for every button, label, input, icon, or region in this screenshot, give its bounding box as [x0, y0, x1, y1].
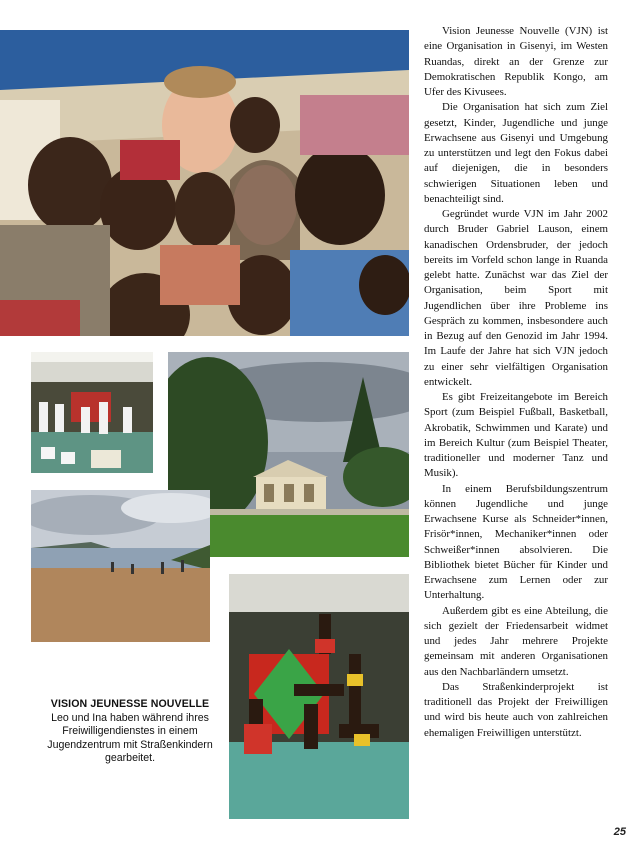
caption-body: Leo und Ina haben während ihres Freiwilligendienstes in einem Jugendzentrum mit Straßenkindern gearbeitet. — [47, 711, 213, 765]
article-paragraph: Vision Jeunesse Nouvelle (VJN) ist eine Organisation in Gisenyi, im Westen Ruandas, direkt an der Grenze zur Demokratischen Republik Kongo, am Ufer des Kivusees. — [424, 25, 608, 98]
article-paragraph: In einem Berufsbildungszentrum können Jugendliche und junge Erwachsene Kurse als Schneider*innen, Frisör*innen, Mechaniker*innen oder Schweißer*innen absolvieren. Die Bibliothek bietet Bücher für Kinder und Erwachsene zum Lernen oder zur Unterhaltung. — [424, 482, 608, 602]
article-paragraph: Außerdem gibt es eine Abteilung, die sich gezielt der Friedensarbeit widmet und jedes Jahr mehrere Projekte gemeinsam mit anderen Organisationen aus den Nachbarländern umsetzt. — [424, 604, 608, 678]
group-selfie-photo — [0, 30, 409, 336]
article-paragraph: Das Straßenkinderprojekt ist traditionell das Projekt der Freiwilligen und wird bis heute auch von zahlreichen ehemaligen Freiwilligen unterstützt. — [424, 680, 608, 739]
article-paragraph: Es gibt Freizeitangebote im Bereich Sport (zum Beispiel Fußball, Basketball, Akrobatik, Schwimmen und Karate) und im Bereich Kultur (zum Beispiel Theater, traditioneller und moderner Tanz und Musik). — [424, 391, 608, 480]
article-paragraph: Die Organisation hat sich zum Ziel gesetzt, Kinder, Jugendliche und junge Erwachsene aus Gisenyi und Umgebung zu unterstützen und legt den Fokus dabei auf diejenigen, die in besonders schwierigen Situationen leben und benachteiligt sind. — [424, 101, 608, 205]
article-text — [424, 24, 608, 741]
caption-title: VISION JEUNESSE NOUVELLE — [50, 698, 210, 710]
acrobatics-photo — [229, 574, 409, 819]
article-paragraph: Gegründet wurde VJN im Jahr 2002 durch Bruder Gabriel Lauson, einem kanadischen Ordensbruder, der jedoch bereits im Vorfeld schon lange in Ruanda gelebt hatte. Zunächst war das Ziel der Organisation, beim Sport mit Jugendlichen über ihre Probleme ins Gespräch zu kommen, insbesondere auch in Bezug auf den Genozid im Jahr 1994. Im Laufe der Jahre hat sich VJN jedoch zu einer sehr vielfältigen Organisation entwickelt. — [424, 208, 608, 388]
karate-hall-photo — [31, 352, 153, 473]
photo-caption — [40, 698, 220, 766]
beach-photo — [31, 490, 210, 642]
page-number: 25 — [613, 826, 626, 838]
